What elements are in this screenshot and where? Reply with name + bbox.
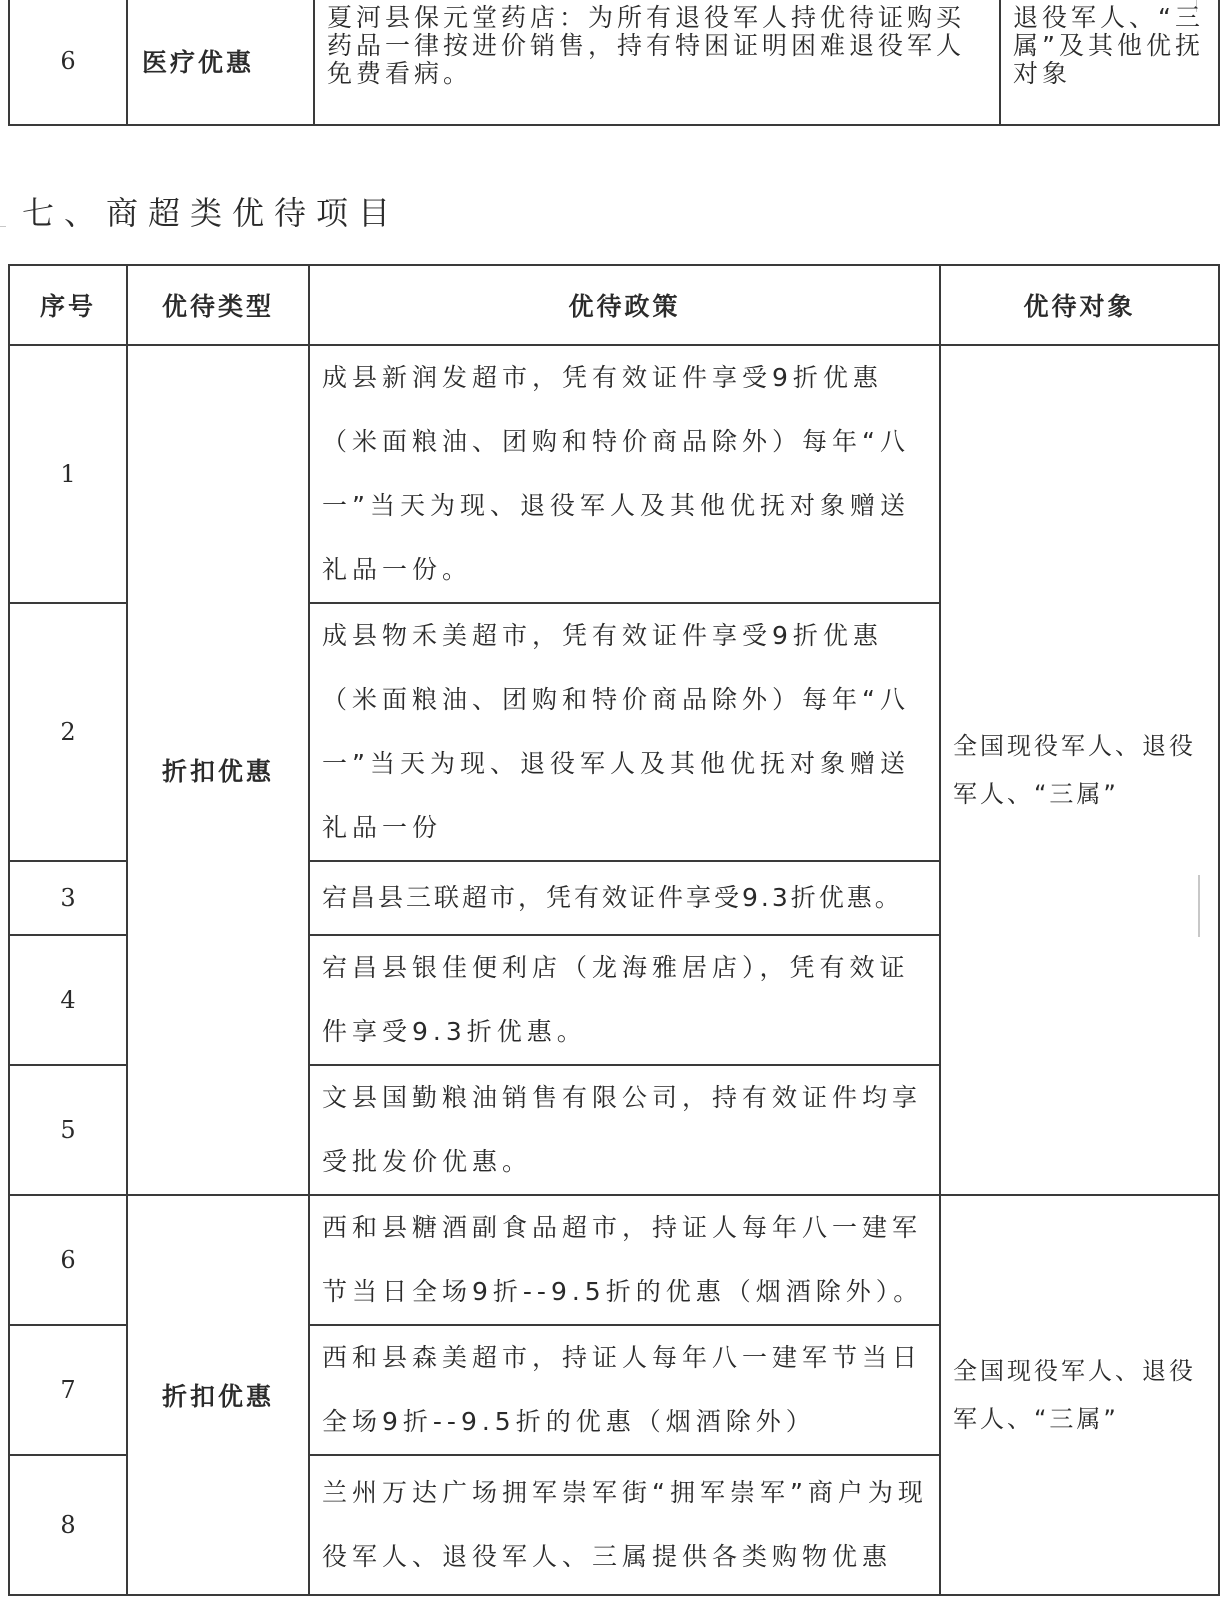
table-header-row — [9, 265, 1219, 345]
row-number: 6 — [9, 0, 127, 125]
table-row — [9, 345, 1219, 603]
benefit-type: 折扣优惠 — [127, 1195, 309, 1595]
benefit-policy: 夏河县保元堂药店：为所有退役军人持优待证购买药品一律按进价销售，持有特困证明困难退役军人免费看病。 — [314, 0, 1000, 125]
row-number: 7 — [9, 1325, 127, 1455]
row-number: 5 — [9, 1065, 127, 1195]
benefit-policy: 西和县森美超市，持证人每年八一建军节当日全场9折--9.5折的优惠（烟酒除外） — [309, 1325, 940, 1455]
benefit-policy: 宕昌县银佳便利店（龙海雅居店），凭有效证件享受9.3折优惠。 — [309, 935, 940, 1065]
medical-benefit-table — [8, 0, 1220, 126]
header-number: 序号 — [9, 265, 127, 345]
benefit-policy: 西和县糖酒副食品超市，持证人每年八一建军节当日全场9折--9.5折的优惠（烟酒除外）。 — [309, 1195, 940, 1325]
row-number: 6 — [9, 1195, 127, 1325]
benefit-policy: 兰州万达广场拥军崇军街“拥军崇军”商户为现役军人、退役军人、三属提供各类购物优惠 — [309, 1455, 940, 1595]
row-number: 2 — [9, 603, 127, 861]
benefit-target: 全国现役军人、退役军人、“三属” — [940, 1195, 1219, 1595]
benefit-target: 退役军人、“三属”及其他优抚对象 — [1000, 0, 1219, 125]
header-type: 优待类型 — [127, 265, 309, 345]
benefit-policy: 宕昌县三联超市，凭有效证件享受9.3折优惠。 — [309, 861, 940, 935]
page-frame-line-left — [0, 226, 6, 227]
benefit-policy: 文县国勤粮油销售有限公司，持有效证件均享受批发价优惠。 — [309, 1065, 940, 1195]
supermarket-benefit-table — [8, 264, 1220, 1596]
header-target: 优待对象 — [940, 265, 1219, 345]
benefit-type: 折扣优惠 — [127, 345, 309, 1195]
header-policy: 优待政策 — [309, 265, 940, 345]
row-number: 1 — [9, 345, 127, 603]
benefit-policy: 成县新润发超市，凭有效证件享受9折优惠（米面粮油、团购和特价商品除外）每年“八一”当天为现、退役军人及其他优抚对象赠送礼品一份。 — [309, 345, 940, 603]
benefit-target: 全国现役军人、退役军人、“三属” — [940, 345, 1219, 1195]
table-row — [9, 0, 1219, 125]
row-number: 3 — [9, 861, 127, 935]
benefit-type: 医疗优惠 — [127, 0, 314, 125]
section-title: 七、商超类优待项目 — [22, 194, 401, 232]
table-row — [9, 1195, 1219, 1325]
benefit-policy: 成县物禾美超市，凭有效证件享受9折优惠（米面粮油、团购和特价商品除外）每年“八一”当天为现、退役军人及其他优抚对象赠送礼品一份 — [309, 603, 940, 861]
row-number: 4 — [9, 935, 127, 1065]
row-number: 8 — [9, 1455, 127, 1595]
